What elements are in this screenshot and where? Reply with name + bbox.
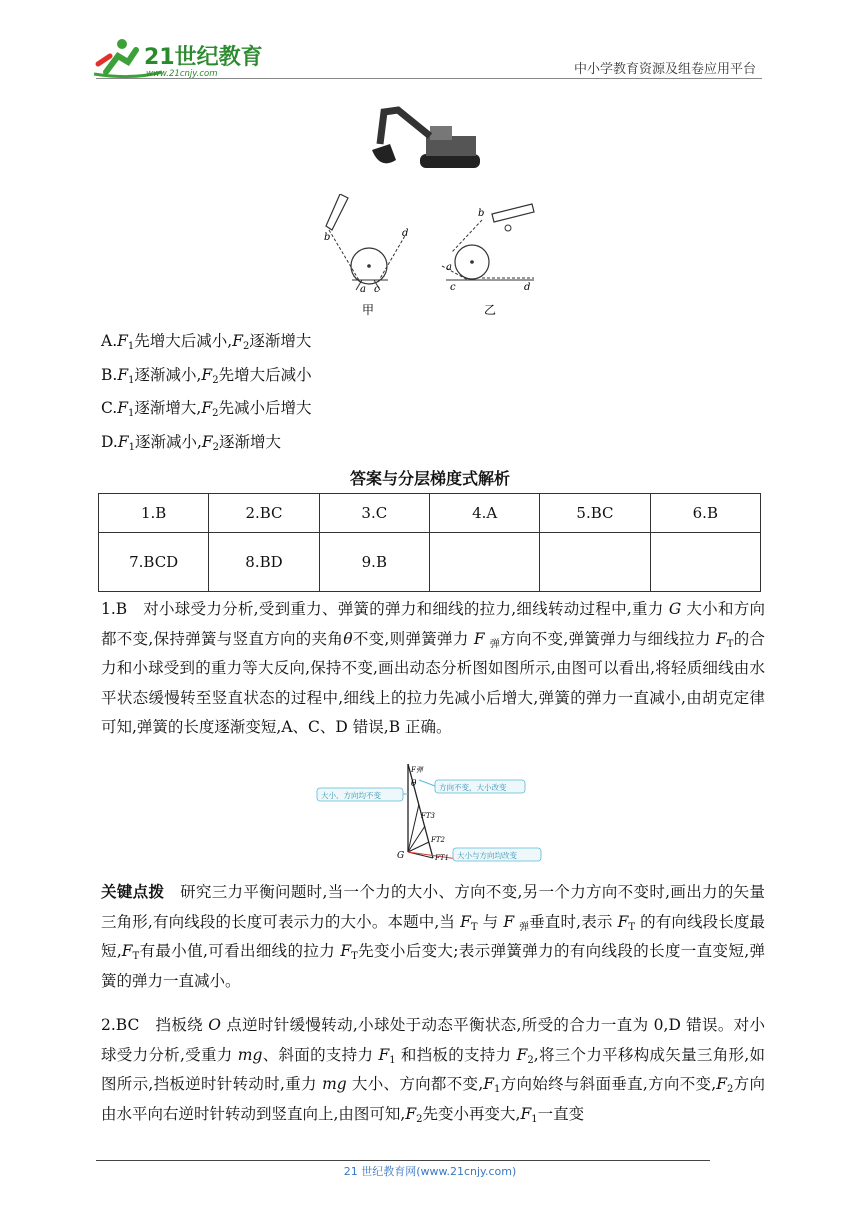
- table-row: [99, 533, 761, 592]
- label-yi: 乙: [484, 303, 497, 316]
- header-divider: [96, 78, 762, 79]
- label-ft3: FT3: [421, 812, 435, 820]
- answer-options: [101, 328, 761, 462]
- answer-table: [98, 493, 761, 592]
- table-cell: 2.BC: [209, 494, 319, 533]
- site-logo: [92, 34, 262, 80]
- table-row: [99, 494, 761, 533]
- table-cell: 6.B: [650, 494, 760, 533]
- excavator-image: [370, 104, 488, 176]
- point-b-right: b: [478, 208, 485, 219]
- label-ft1: FT1: [435, 854, 449, 862]
- table-cell: 9.B: [319, 533, 429, 592]
- table-cell: 7.BCD: [99, 533, 209, 592]
- label-jia: 甲: [362, 303, 375, 316]
- footer-divider: [96, 1160, 710, 1161]
- explanation-2: 2.BC 挡板绕 O 点逆时针缓慢转动,小球处于动态平衡状态,所受的合力一直为 0,D 错误。对小球受力分析,受重力 mg、斜面的支持力 $F_1$ 和挡板的支持力 $F_2$,将三个力平移构成矢量三角形,如图所示,挡板逆时针转动时,重力 mg 大小、方向都不变$,F_1$方向始终与斜面垂直,方向不变$,F_2$方向由水平向右逆时针转动到竖直向上,由图可知$,F_2$先变小再变大$,F_1$一直变: [101, 1016, 765, 1125]
- label-ft2: FT2: [431, 836, 445, 844]
- point-c-right: c: [450, 282, 456, 293]
- table-cell: 3.C: [319, 494, 429, 533]
- label-theta: θ: [411, 779, 417, 789]
- option-a[interactable]: $A.F_1$先增大后减小$,F_2$逐渐增大: [101, 332, 312, 352]
- point-a-right: a: [446, 262, 452, 273]
- force-triangle-diagram: [315, 760, 545, 866]
- key-point-paragraph: 关键点拨 研究三力平衡问题时,当一个力的大小、方向不变,另一个力方向不变时,画出力的矢量三角形,有向线段的长度可表示力的大小。本题中,当 $F_T$ 与 F $_弹$垂直时,表示 $F_T$ 的有向线段长度最短$,F_T$有最小值,可看出细线的拉力 $F_T$先变小后变大;表示弹簧弹力的有向线段的长度一直变短,弹簧的弹力一直减小。: [101, 883, 766, 990]
- pulley-diagrams: [322, 194, 547, 316]
- explanation-1: 1.B 对小球受力分析,受到重力、弹簧的弹力和细线的拉力,细线转动过程中,重力 G 大小和方向都不变,保持弹簧与竖直方向的夹角θ不变,则弹簧弹力 F $_弹$方向不变,弹簧弹力与细线拉力 $F_T$的合力和小球受到的重力等大反向,保持不变,画出动态分析图如图所示,由图可以看出,将轻质细线由水平状态缓慢转至竖直状态的过程中,细线上的拉力先减小后增大,弹簧的弹力一直减小,由胡克定律可知,弹簧的长度逐渐变短,A、C、D 错误,B 正确。: [101, 600, 766, 736]
- callout-left: 大小、方向均不变: [321, 791, 381, 800]
- label-g: G: [397, 851, 405, 861]
- point-d-left: d: [402, 228, 409, 239]
- option-c[interactable]: $C.F_1$逐渐增大$,F_2$先减小后增大: [101, 399, 312, 419]
- table-cell: [650, 533, 760, 592]
- table-cell: 8.BD: [209, 533, 319, 592]
- logo-url: www.21cnjy.com: [146, 69, 218, 79]
- site-name: 中小学教育资源及组卷应用平台: [573, 62, 756, 77]
- point-c-left: c: [374, 284, 380, 295]
- option-d[interactable]: $D.F_1$逐渐减小$,F_2$逐渐增大: [101, 432, 282, 453]
- point-b-left: b: [324, 232, 331, 243]
- option-b[interactable]: $B.F_1$逐渐减小$,F_2$先增大后减小: [101, 365, 312, 386]
- label-f-spring: F弹: [411, 766, 423, 774]
- footer-text: 21 世纪教育网(www.21cnjy.com): [343, 1165, 517, 1178]
- table-cell: 1.B: [99, 494, 209, 533]
- table-cell: [429, 533, 539, 592]
- logo-text: 21世纪教育: [144, 45, 262, 70]
- table-cell: 5.BC: [540, 494, 650, 533]
- table-cell: [540, 533, 650, 592]
- point-a-left: a: [360, 284, 366, 295]
- point-d-right: d: [524, 282, 531, 293]
- answer-section-title: 答案与分层梯度式解析: [349, 469, 510, 488]
- callout-right: 方向不变，大小改变: [439, 783, 507, 792]
- table-cell: 4.A: [429, 494, 539, 533]
- callout-bottom: 大小与方向均改变: [457, 851, 517, 860]
